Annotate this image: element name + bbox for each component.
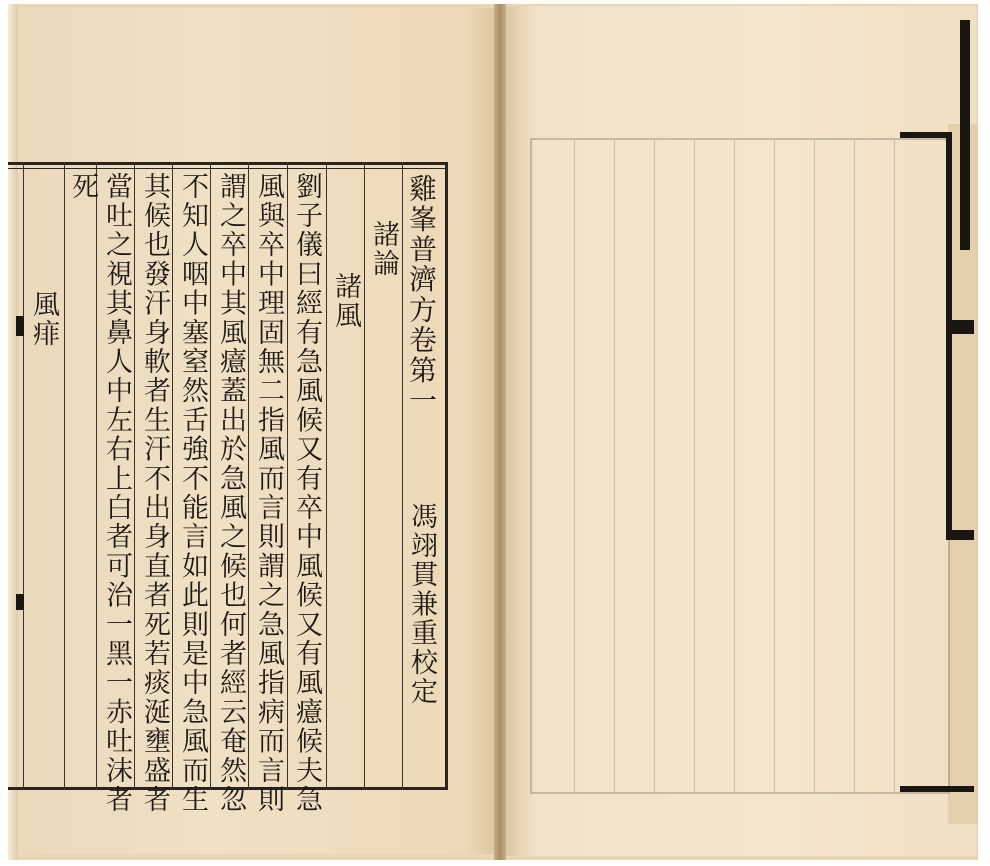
column-rule [172, 162, 173, 790]
text-column: 當吐之視其鼻人中左右上白者可治一黑一赤吐沫者 [101, 172, 132, 815]
page-edge-bar [946, 530, 974, 540]
text-column: 劉子儀曰經有急風候又有卒中風候又有風癔候夫急 [291, 172, 322, 815]
faded-rule [894, 140, 895, 792]
text-column: 風與卒中理固無二指風而言則謂之急風指病而言則 [253, 172, 284, 815]
column-rule [64, 162, 65, 790]
book-gutter [494, 4, 506, 860]
text-column: 其候也發汗身軟者生汗不出身直者死若痰涎壅盛者 [139, 172, 170, 815]
binding-mark [16, 594, 24, 610]
column-rule [210, 162, 211, 790]
page-edge-bar [900, 132, 950, 138]
faded-rule [814, 140, 815, 792]
faded-rule [734, 140, 735, 792]
column-rule [96, 162, 97, 790]
column-rule [248, 162, 249, 790]
column-rule [23, 162, 24, 790]
faded-rule [854, 140, 855, 792]
page-edge-bar [960, 20, 970, 250]
faded-rule [654, 140, 655, 792]
faded-rule [614, 140, 615, 792]
faded-rule [574, 140, 575, 792]
column-rule [287, 162, 288, 790]
faded-rule [774, 140, 775, 792]
page-edge-bar [946, 320, 974, 334]
faded-page-frame [530, 138, 950, 794]
page-edge-bar [900, 786, 974, 792]
faded-rule [694, 140, 695, 792]
subsection-heading: 風痱 [28, 290, 59, 349]
text-column: 不知人咽中塞窒然舌強不能言如此則是中急風而生 [177, 172, 208, 815]
subsection-heading: 諸風 [330, 272, 361, 331]
column-rule [326, 162, 327, 790]
column-rule [364, 162, 365, 790]
text-column: 死 [67, 172, 98, 202]
column-rule [402, 162, 403, 790]
editor-credit: 馮翊貫兼重校定 [406, 502, 437, 707]
bleed-through [448, 176, 485, 205]
text-column: 謂之卒中其風癔蓋出於急風之候也何者經云奄然忽 [215, 172, 246, 815]
volume-title: 雞峯普濟方卷第一 [405, 174, 438, 416]
section-heading: 諸論 [368, 220, 399, 279]
binding-mark [16, 316, 24, 336]
column-rule [134, 162, 135, 790]
